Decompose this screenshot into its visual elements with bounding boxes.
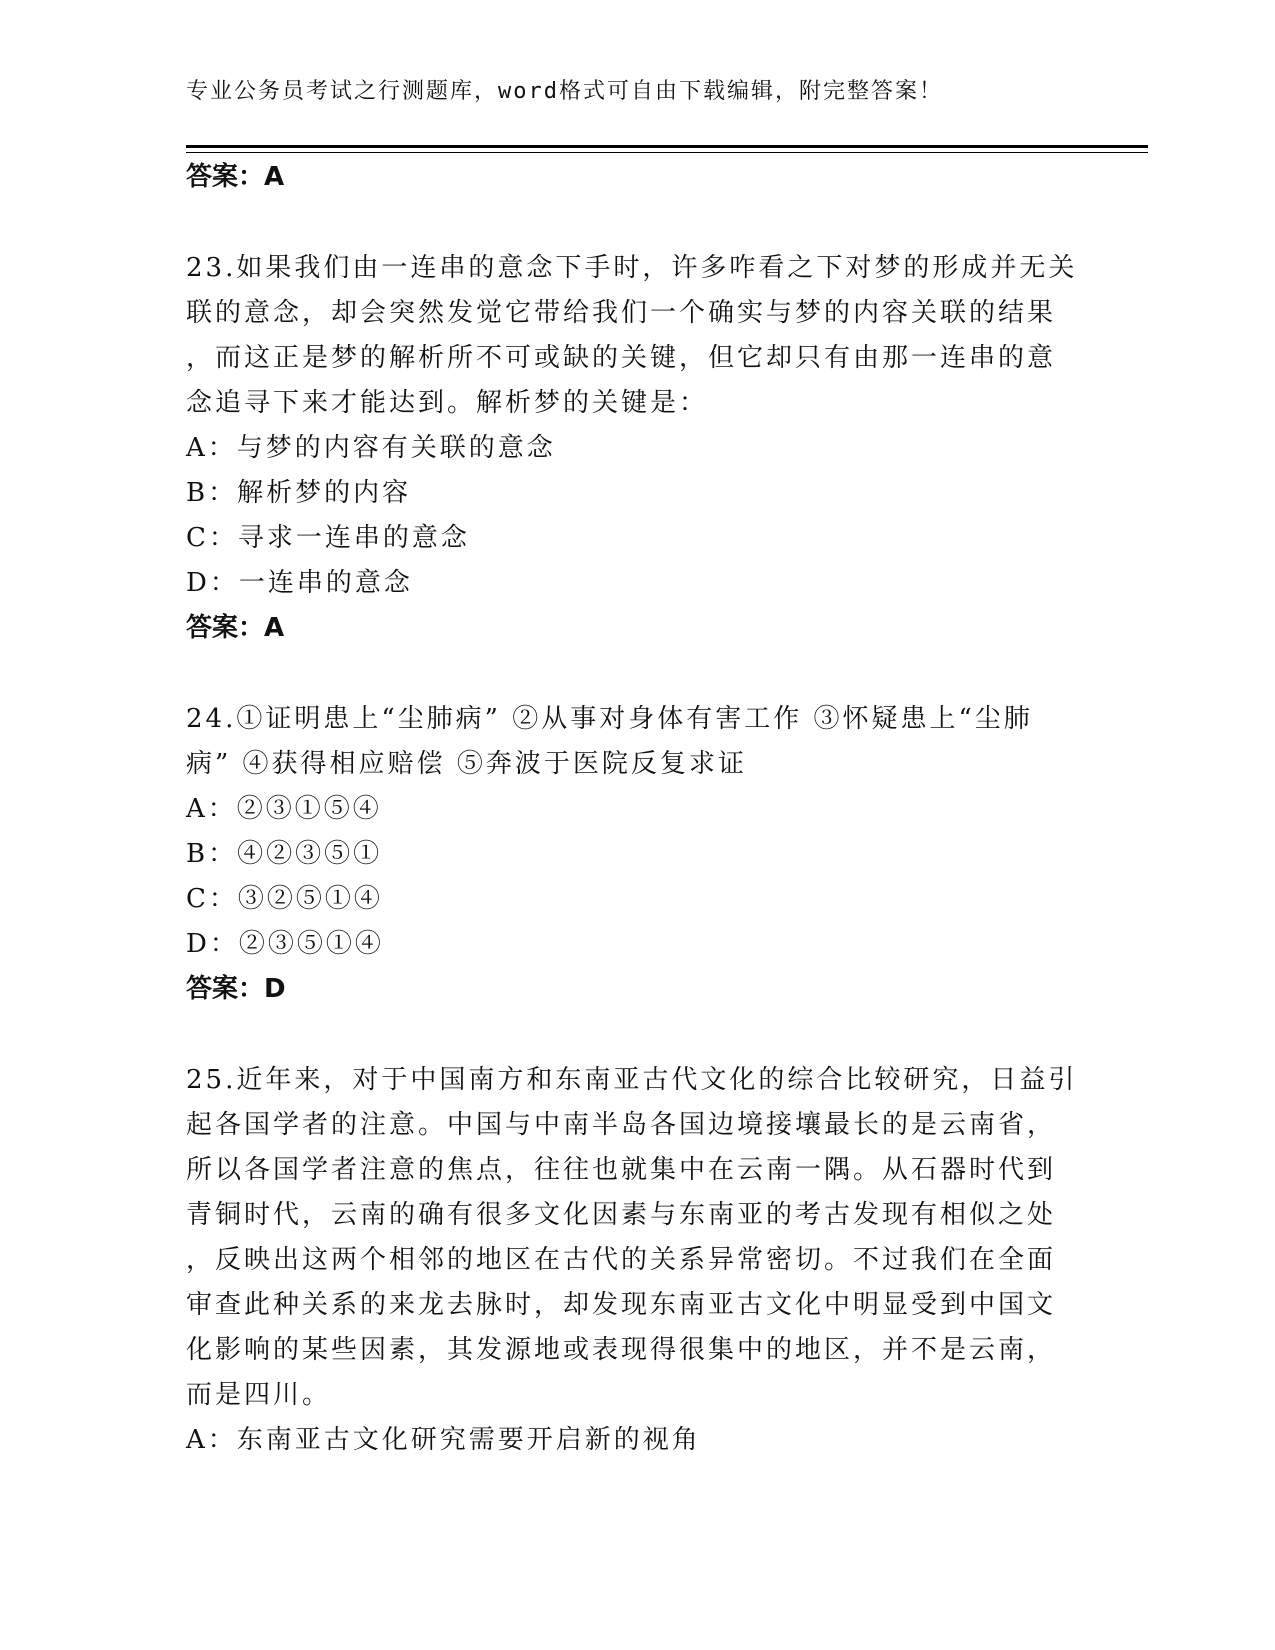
- question-line: 而是四川。: [186, 1380, 332, 1410]
- question-line: 所以各国学者注意的焦点，往往也就集中在云南一隅。从石器时代到: [186, 1155, 1057, 1185]
- option-b: B：④②③⑤①: [186, 839, 383, 869]
- option-c: C：③②⑤①④: [186, 884, 383, 914]
- answer-label: 答案：A: [186, 162, 285, 192]
- question-25: [186, 1058, 1086, 1463]
- question-line: 25.近年来，对于中国南方和东南亚古代文化的综合比较研究，日益引: [186, 1065, 1078, 1095]
- question-content: [186, 155, 1086, 1463]
- option-a: A：东南亚古文化研究需要开启新的视角: [186, 1425, 701, 1455]
- option-b: B：解析梦的内容: [186, 478, 412, 508]
- question-line: 24.①证明患上“尘肺病” ②从事对身体有害工作 ③怀疑患上“尘肺: [186, 704, 1033, 734]
- answer-label: 答案：D: [186, 974, 286, 1004]
- question-line: ，而这正是梦的解析所不可或缺的关键，但它却只有由那一连串的意: [186, 343, 1057, 373]
- question-24: [186, 697, 1086, 1012]
- option-d: D：②③⑤①④: [186, 929, 384, 959]
- header-rule-thick: [186, 145, 1148, 148]
- header-rule-thin: [186, 152, 1148, 153]
- question-line: ，反映出这两个相邻的地区在古代的关系异常密切。不过我们在全面: [186, 1245, 1057, 1275]
- question-23: [186, 246, 1086, 651]
- question-line: 审查此种关系的来龙去脉时，却发现东南亚古文化中明显受到中国文: [186, 1290, 1057, 1320]
- question-line: 联的意念，却会突然发觉它带给我们一个确实与梦的内容关联的结果: [186, 298, 1057, 328]
- option-c: C：寻求一连串的意念: [186, 523, 470, 553]
- question-line: 念追寻下来才能达到。解析梦的关键是：: [186, 388, 709, 418]
- question-line: 病” ④获得相应赔偿 ⑤奔波于医院反复求证: [186, 749, 747, 779]
- question-line: 起各国学者的注意。中国与中南半岛各国边境接壤最长的是云南省，: [186, 1110, 1057, 1140]
- option-a: A：与梦的内容有关联的意念: [186, 433, 556, 463]
- option-d: D：一连串的意念: [186, 568, 413, 598]
- page-header: 专业公务员考试之行测题库，word格式可自由下载编辑，附完整答案！: [186, 79, 943, 104]
- question-line: 化影响的某些因素，其发源地或表现得很集中的地区，并不是云南，: [186, 1335, 1057, 1365]
- question-line: 青铜时代，云南的确有很多文化因素与东南亚的考古发现有相似之处: [186, 1200, 1057, 1230]
- question-line: 23.如果我们由一连串的意念下手时，许多咋看之下对梦的形成并无关: [186, 253, 1078, 283]
- option-a: A：②③①⑤④: [186, 794, 382, 824]
- answer-label: 答案：A: [186, 613, 285, 643]
